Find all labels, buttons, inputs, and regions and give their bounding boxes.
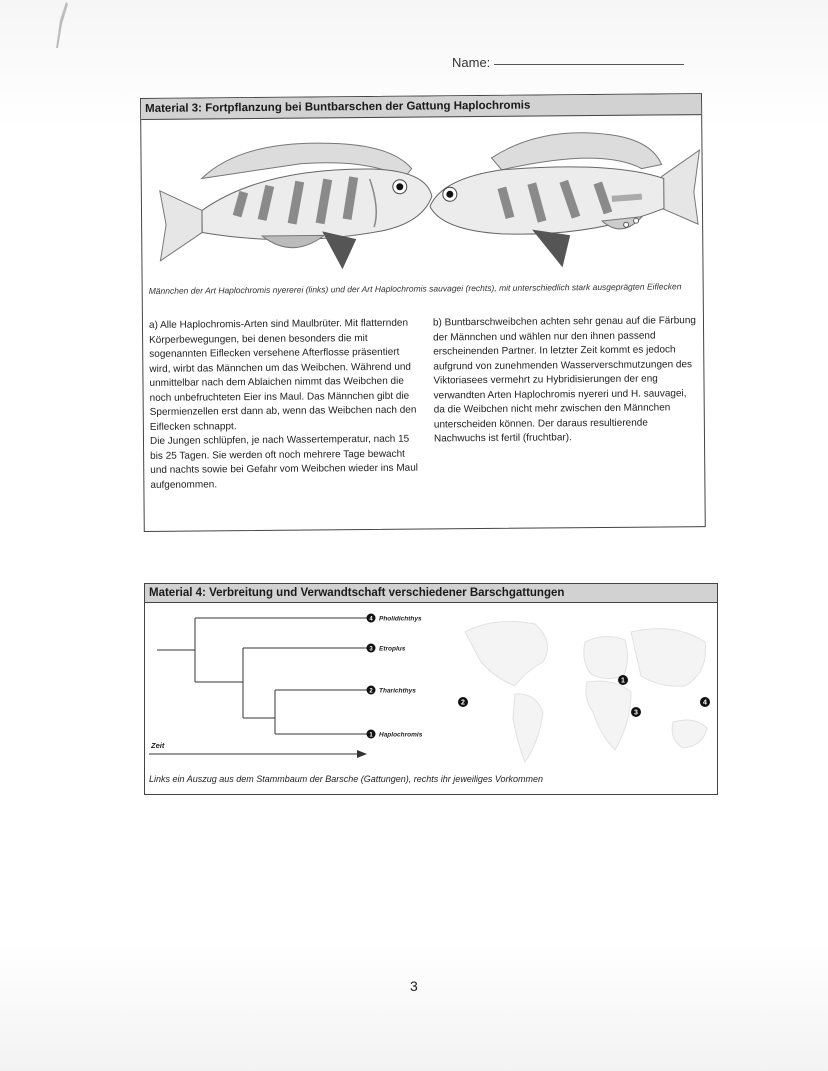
time-label: Zeit [151, 741, 165, 750]
taxon-1-label: Haplochromis [379, 731, 423, 739]
map-marker-2 [458, 697, 468, 707]
taxon-2-number: 2 [369, 688, 373, 695]
world-map [455, 602, 717, 772]
asia-shape [631, 629, 706, 687]
map-marker-1 [618, 675, 628, 685]
map-marker-4-number: 4 [703, 699, 707, 707]
taxon-4-number: 4 [369, 616, 373, 623]
fish-illustration [141, 116, 702, 279]
material-3-title: Material 3: Fortpflanzung bei Buntbarschen der Gattung Haplochromis [141, 94, 701, 120]
map-marker-2-number: 2 [461, 699, 465, 707]
taxon-3-number: 3 [369, 646, 373, 653]
taxon-3 [367, 644, 406, 653]
page-number: 3 [410, 978, 418, 994]
fish-nyererei-image [159, 142, 432, 271]
time-axis [149, 741, 367, 758]
name-field [452, 55, 684, 70]
taxon-1 [367, 730, 423, 739]
paragraph-b: b) Buntbarschweibchen achten sehr genau auf die Färbung der Männchen und wählen nur den ihnen passend erscheinenden Partner. In letzter Zeit kommt es jedoch aufgrund von zunehmenden Wasserverschmutzungen des Viktoriasees vermehrt zu Hybridisierungen der eng verwandten Arten Haplochromis nyereri und H. sauvagei, da die Weibchen nicht mehr zwischen den Männchen unterscheiden können. Der daraus resultierende Nachwuchs ist fertil (fruchtbar). [432, 315, 696, 445]
paragraph-a: a) Alle Haplochromis-Arten sind Maulbrüter. Mit flatternden Körperbewegungen, bei denen besonders die mit sogenannten Eiflecken versehene Afterflosse präsentiert wird, wirbt das Männchen um das Weibchen. Während und unmittelbar nach dem Ablaichen nimmt das Weibchen die noch unbefruchteten Eier ins Maul. Das Männchen gibt die Spermienzellen erst dann ab, wenn das Weibchen nach den Eiflecken schnappt. [148, 317, 417, 433]
material-4-box [144, 583, 718, 795]
name-label: Name: [452, 55, 491, 70]
taxon-1-number: 1 [369, 732, 373, 739]
taxon-2-label: Tharichthys [379, 687, 416, 695]
text-column-b [433, 314, 698, 447]
australia-shape [672, 720, 707, 748]
text-column-a [149, 317, 423, 493]
africa-shape [586, 681, 631, 750]
material-4-title: Material 4: Verbreitung und Verwandtschaft verschiedener Barschgattungen [145, 584, 717, 603]
map-marker-3 [631, 707, 641, 717]
europe-shape [584, 636, 628, 678]
south-america-shape [513, 694, 543, 762]
phylogenetic-tree [145, 602, 445, 772]
fish-sauvagei-image [429, 132, 700, 269]
material-3-box [140, 93, 706, 532]
paragraph-a2: Die Jungen schlüpfen, je nach Wassertemperatur, nach 15 bis 25 Tagen. Sie werden oft noch mehrere Tage bewacht und nachts sowie bei Gefahr vom Weibchen wieder ins Maul aufgenommen. [149, 433, 419, 491]
north-america-shape [465, 621, 548, 686]
pen-mark [54, 0, 70, 50]
taxon-3-label: Etroplus [379, 645, 406, 653]
map-marker-3-number: 3 [634, 709, 638, 717]
map-marker-4 [700, 697, 710, 707]
taxon-4 [367, 614, 423, 623]
name-blank-line [494, 64, 684, 65]
taxon-2 [367, 686, 417, 695]
material-3-caption: Männchen der Art Haplochromis nyererei (links) und der Art Haplochromis sauvagei (rechts), mit unterschiedlich stark ausgeprägten Eiflecken [148, 281, 682, 296]
material-4-caption: Links ein Auszug aus dem Stammbaum der Barsche (Gattungen), rechts ihr jeweiliges Vorkommen [149, 774, 544, 784]
map-marker-1-number: 1 [621, 677, 625, 685]
taxon-4-label: Pholidichthys [379, 615, 422, 623]
